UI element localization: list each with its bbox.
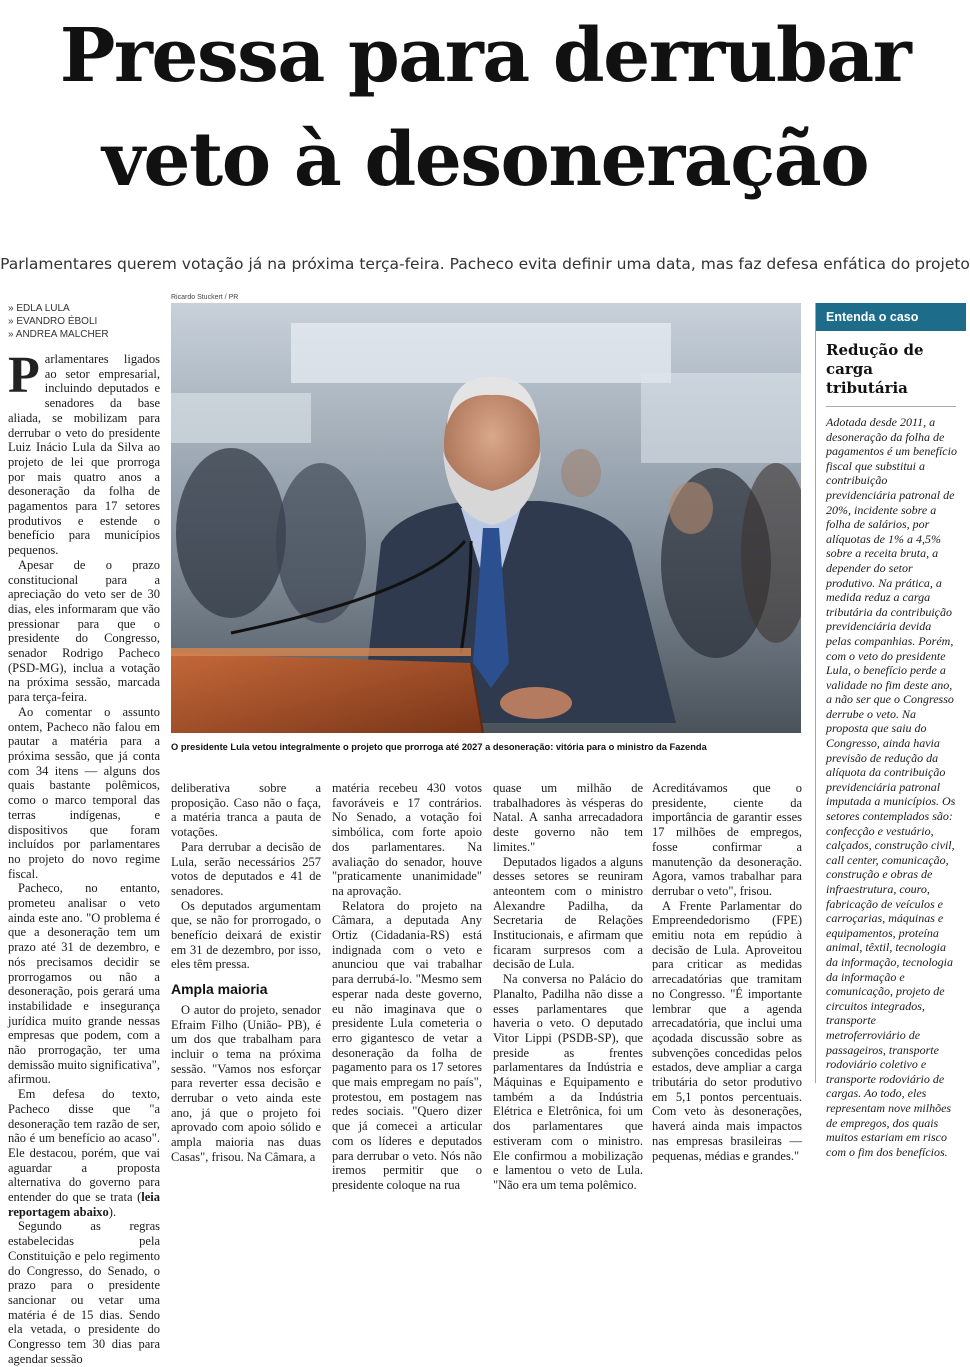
photo-caption: O presidente Lula vetou integralmente o projeto que prorroga até 2027 a desoneração: vitória para o ministro da Fazenda (171, 742, 707, 752)
sidebar-title: Redução de carga tributária (826, 341, 924, 397)
sidebar-body: Adotada desde 2011, a desoneração da folha de pagamentos é um benefício fiscal que substitui a contribuição previdenciária patronal de 20%, incidente sobre a folha de salários, por alíquotas de 1% a 4,5% sobre a receita bruta, a depender do setor produtivo. Na prática, a medida reduz a carga tributária da contribuição previdenciária devida pelas companhias. Porém, com o veto do presidente Lula, o benefício perde a validade no fim deste ano, a não ser que o Congresso derrube o veto. Na proposta que saiu do Congresso, ainda havia previsão de redução da alíquota da contribuição previdenciária patronal imputada a municípios. Os setores contemplados são: confecção e vestuário, calçados, construção civil, call center, comunicação, construção e obras de infraestrutura, couro, fabricação de veículos e carroçarias, máquinas e equipamentos, proteína animal, têxtil, tecnologia da informação, tecnologia da informação e comunicação, projeto de circuitos integrados, transporte metroferroviário de passageiros, transporte rodoviário coletivo e transporte rodoviário de cargas. Ao todo, eles representam nove milhões de empregos, dos quais muitos estariam em risco com o fim dos benefícios. (826, 415, 957, 1159)
article-column-4 (493, 781, 643, 1193)
drop-cap: P (8, 347, 40, 404)
article-column-5 (652, 781, 802, 1163)
paragraph: matéria recebeu 430 votos favoráveis e 17 contrários. No Senado, a votação foi simbólica, com forte apoio dos parlamentares. Na avaliação do senador, houve "praticamente unanimidade" na aprovação. (332, 781, 482, 898)
author: » EVANDRO ÉBOLI (8, 316, 98, 327)
headline-line-1: Pressa para derrubar (59, 13, 911, 99)
paragraph-text: Em defesa do texto, Pacheco disse que "a desoneração tem razão de ser, não é um benefício ao acaso". Ele destacou, porém, que vai aguardar a proposta alternativa do governo para entender do que se trata ( (8, 1087, 160, 1205)
paragraph: Os deputados argumentam que, se não for prorrogado, o benefício deixará de existir em 31 de dezembro, por isso, eles têm pressa. (171, 898, 321, 972)
sidebar-tag: Entenda o caso (816, 303, 966, 331)
byline (8, 302, 109, 341)
paragraph (8, 1087, 160, 1219)
paragraph: A Frente Parlamentar do Empreendedorismo (FPE) emitiu nota em repúdio à decisão de Lula. Aproveitou para criticar as medidas arrecadatórias que tramitam no Congresso. "É importante lembrar que a agenda arrecadatória, que inclui uma açodada discussão sobre as subvenções concedidas pelos estados, deve ampliar a carga tributária do setor produtivo em 5,1 pontos percentuais. Com veto às desonerações, haverá ainda mais impactos nas empresas brasileiras —pequenas, médias e grandes." (652, 898, 802, 1163)
paragraph: Para derrubar a decisão de Lula, serão necessários 257 votos de deputados e 41 de senadores. (171, 839, 321, 898)
paragraph: deliberativa sobre a proposição. Caso não o faça, a matéria tranca a pauta de votações. (171, 781, 321, 840)
paragraph-text-end: ). (108, 1204, 117, 1219)
paragraph: Apesar de o prazo constitucional para a apreciação do veto ser de 30 dias, eles informaram que vão pressionar para que o presidente do Congresso, senador Rodrigo Pacheco (PSD-MG), inclua a votação na próxima sessão, marcada para terça-feira. (8, 557, 160, 705)
sidebar-box (815, 303, 966, 1159)
paragraph: Deputados ligados a alguns desses setores se reuniram anteontem com o ministro Alexandre Padilha, da Secretaria de Relações Institucionais, e afirmam que ficaram surpresos com a decisão de Lula. (493, 854, 643, 972)
subheadline: Parlamentares querem votação já na próxima terça-feira. Pacheco evita definir uma data, mas faz defesa enfática do projeto (0, 255, 970, 273)
lead-text: arlamentares ligados ao setor empresarial, incluindo deputados e senadores da base aliada, se mobilizam para derrubar o veto do presidente Luiz Inácio Lula da Silva ao projeto de lei que prorroga por mais quatro anos a desoneração da folha de pagamentos para 17 setores produtivos e estende o benefício para municípios pequenos. (8, 352, 160, 558)
headline-line-2: veto à desoneração (101, 117, 869, 203)
photo-illustration (171, 303, 801, 733)
paragraph: Acreditávamos que o presidente, ciente da importância de garantir esses 17 milhões de empregos, fosse confirmar a manutenção da desoneração. Agora, vamos trabalhar para derrubar o veto", frisou. (652, 781, 802, 898)
author: » EDLA LULA (8, 303, 70, 314)
news-photo (171, 303, 801, 733)
article-column-3 (332, 781, 482, 1193)
photo-credit: Ricardo Stuckert / PR (171, 294, 239, 301)
author: » ANDREA MALCHER (8, 329, 109, 340)
paragraph: Na conversa no Palácio do Planalto, Padilha não disse a esses parlamentares que haveria o veto. O deputado Vitor Lippi (PSDB-SP), que preside as frentes parlamentares da Indústria e Máquinas e Equipamento e também a da Indústria Elétrica e Eletrônica, foi um dos parlamentares que estiveram com o ministro. Ele confirmou a mobilização e lamentou o veto de Lula. "Não era um tema polêmico. (493, 972, 643, 1192)
paragraph: O autor do projeto, senador Efraim Filho (União- PB), é um dos que trabalham para incluir o tema na próxima sessão. "Vamos nos esforçar para reverter essa decisão e derrubar o veto ainda este ano, já que o projeto foi aprovado com apoio sólido e ampla maioria nas duas Casas", frisou. Na Câmara, a (171, 1002, 321, 1164)
paragraph: quase um milhão de trabalhadores às vésperas do Natal. A sanha arrecadadora deste governo não tem limites." (493, 781, 643, 854)
cross-reference: leia reportagem abaixo (8, 1190, 160, 1219)
paragraph: Ao comentar o assunto ontem, Pacheco não falou em pautar a matéria para a próxima sessão, que já conta com 34 itens — alguns dos quais bastante polêmicos, como o marco temporal das terras indígenas, e dispositivos que foram incluídos por parlamentares no projeto do novo regime fiscal. (8, 704, 160, 881)
article-column-1 (8, 347, 160, 1367)
sidebar-divider (826, 406, 956, 407)
paragraph: Pacheco, no entanto, prometeu analisar o veto ainda este ano. "O problema é que a desoneração tem um prazo até 31 de dezembro, e nós precisamos decidir se prorrogamos ou não a desoneração, pois gerará uma instabilidade e insegurança jurídica muito grande nessas empresas que podem, com a não prorrogação, ter uma demissão muito significativa", afirmou. (8, 881, 160, 1087)
paragraph: Relatora do projeto na Câmara, a deputada Any Ortiz (Cidadania-RS) está indignada com o veto e anunciou que vai trabalhar para derrubá-lo. "Mesmo sem esperar nada deste governo, eu não imaginava que o presidente Lula cometeria o erro gigantesco de vetar a desoneração da folha de pagamento para os 17 setores que mais empregam no país", protestou, em postagem nas redes sociais. "Quero dizer que já comecei a articular com os líderes e deputados para derrubar o veto. Nós não iremos permitir que o presidente coloque na rua (332, 898, 482, 1192)
paragraph: Segundo as regras estabelecidas pela Constituição e pelo regimento do Congresso, do Senado, o prazo para o presidente sancionar ou vetar uma matéria é de 15 dias. Sendo ela vetada, o presidente do Congresso tem 30 dias para agendar sessão (8, 1219, 160, 1366)
lead-paragraph (8, 347, 160, 558)
section-subtitle: Ampla maioria (171, 981, 268, 998)
article-column-2 (171, 781, 321, 1165)
